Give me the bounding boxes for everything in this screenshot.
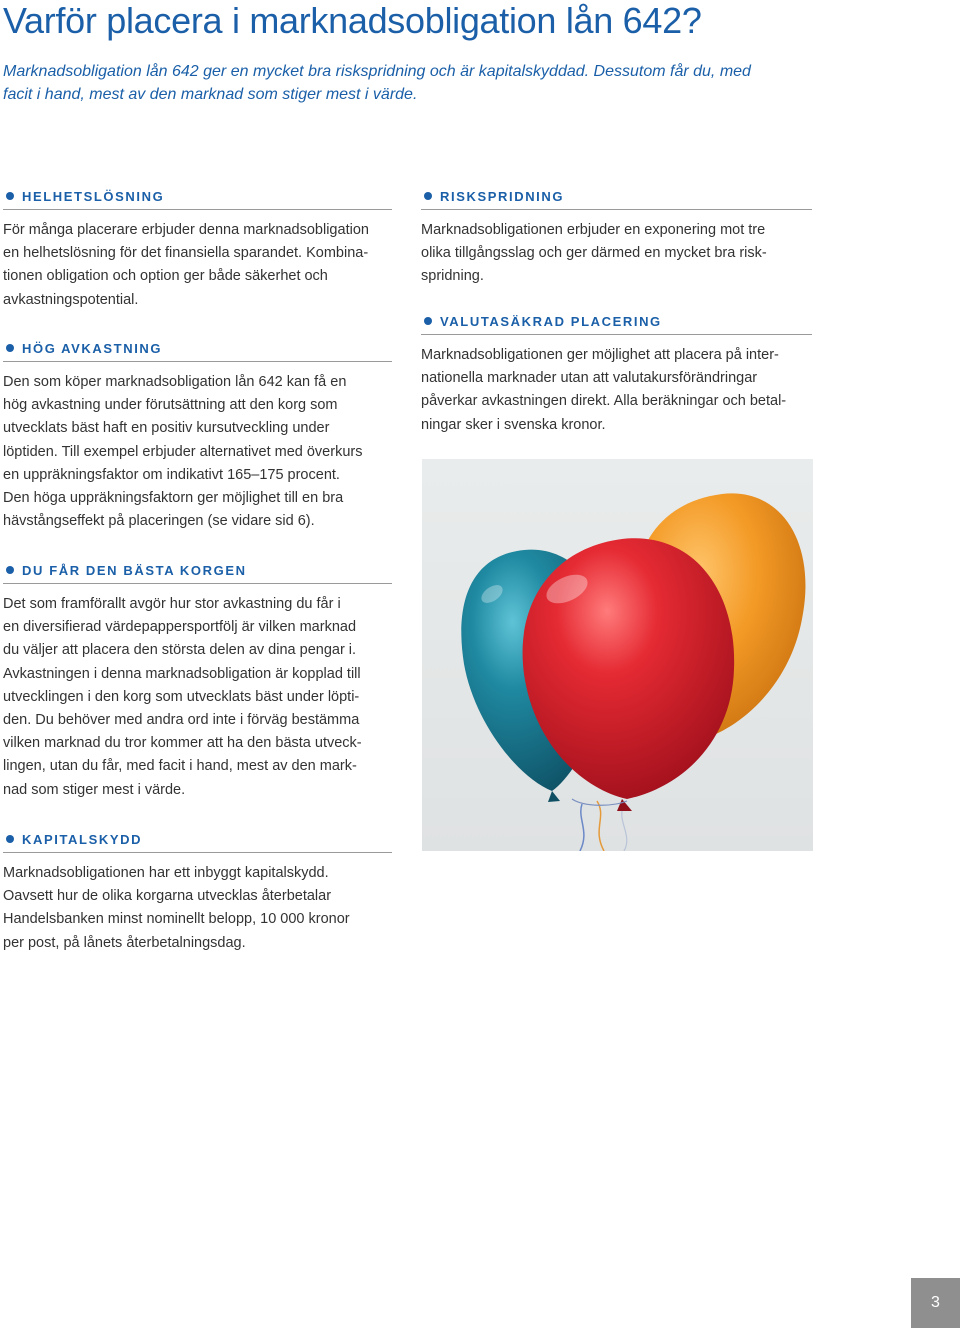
page-number: 3 [931,1294,940,1311]
bullet-icon [6,192,14,200]
section-heading-label: VALUTASÄKRAD PLACERING [440,313,662,329]
bullet-icon [6,835,14,843]
section-body: Marknadsobligationen erbjuder en exponering mot tre olika tillgångsslag och ger därmed en mycket bra risk- spridning. [421,222,767,285]
section-body: Den som köper marknadsobligation lån 642 kan få en hög avkastning under förutsättning att den korg som utvecklats bäst haft en positiv kursutveckling under löptiden. Till exempel erbjuder alternativet med överkurs en uppräkningsfaktor om indikativt 165–175 procent. Den höga uppräkningsfaktorn ger möjlighet till en bra hävstångseffekt på placeringen (se vidare sid 6). [3,374,363,530]
section-heading [421,311,812,335]
section-heading-label: DU FÅR DEN BÄSTA KORGEN [22,562,247,578]
section-heading [3,186,392,210]
bullet-icon [6,344,14,352]
balloons-illustration [422,459,813,851]
section-riskspridning [421,186,812,289]
page-number-badge [911,1278,960,1328]
balloons-photo [422,459,813,851]
section-body: För många placerare erbjuder denna marknadsobligation en helhetslösning för det finansiella sparandet. Kombina- tionen obligation och option ger både säkerhet och avkastningspotential. [3,222,369,308]
section-hog-avkastning [3,338,392,533]
section-heading [3,338,392,362]
section-basta-korgen [3,560,392,802]
section-kapitalskydd [3,829,392,955]
page-title: Varför placera i marknadsobligation lån 642? [3,0,702,41]
section-heading [421,186,812,210]
section-heading-label: HÖG AVKASTNING [22,340,163,356]
section-valutasakrad [421,311,812,437]
section-helhetslosning [3,186,392,312]
section-heading-label: KAPITALSKYDD [22,831,143,847]
section-heading [3,829,392,853]
section-body: Marknadsobligationen ger möjlighet att placera på inter- nationella marknader utan att valutakursförändringar påverkar avkastningen direkt. Alla beräkningar och betal- ningar sker i svenska kronor. [421,347,787,433]
section-body: Marknadsobligationen har ett inbyggt kapitalskydd. Oavsett hur de olika korgarna utvecklas återbetalar Handelsbanken minst nominellt belopp, 10 000 kronor per post, på lånets återbetalningsdag. [3,865,350,951]
bullet-icon [424,192,432,200]
bullet-icon [6,566,14,574]
bullet-icon [424,317,432,325]
section-heading [3,560,392,584]
section-heading-label: HELHETSLÖSNING [22,188,165,204]
lead-paragraph: Marknadsobligation lån 642 ger en mycket bra riskspridning och är kapitalskyddad. Dessutom får du, med facit i hand, mest av den marknad som stiger mest i värde. [3,63,751,103]
section-body: Det som framförallt avgör hur stor avkastning du får i en diversifierad värdepappersportfölj är vilken marknad du väljer att placera den största delen av dina pengar i. Avkastningen i denna marknadsobligation är kopplad till utvecklingen i den korg som utvecklats bäst under löpti- den. Du behöver med andra ord inte i förväg bestämma vilken marknad du tror kommer att ha den bästa utveck- lingen, utan du får, med facit i hand, mest av den mark- nad som stiger mest i värde. [3,596,362,798]
section-heading-label: RISKSPRIDNING [440,188,565,204]
